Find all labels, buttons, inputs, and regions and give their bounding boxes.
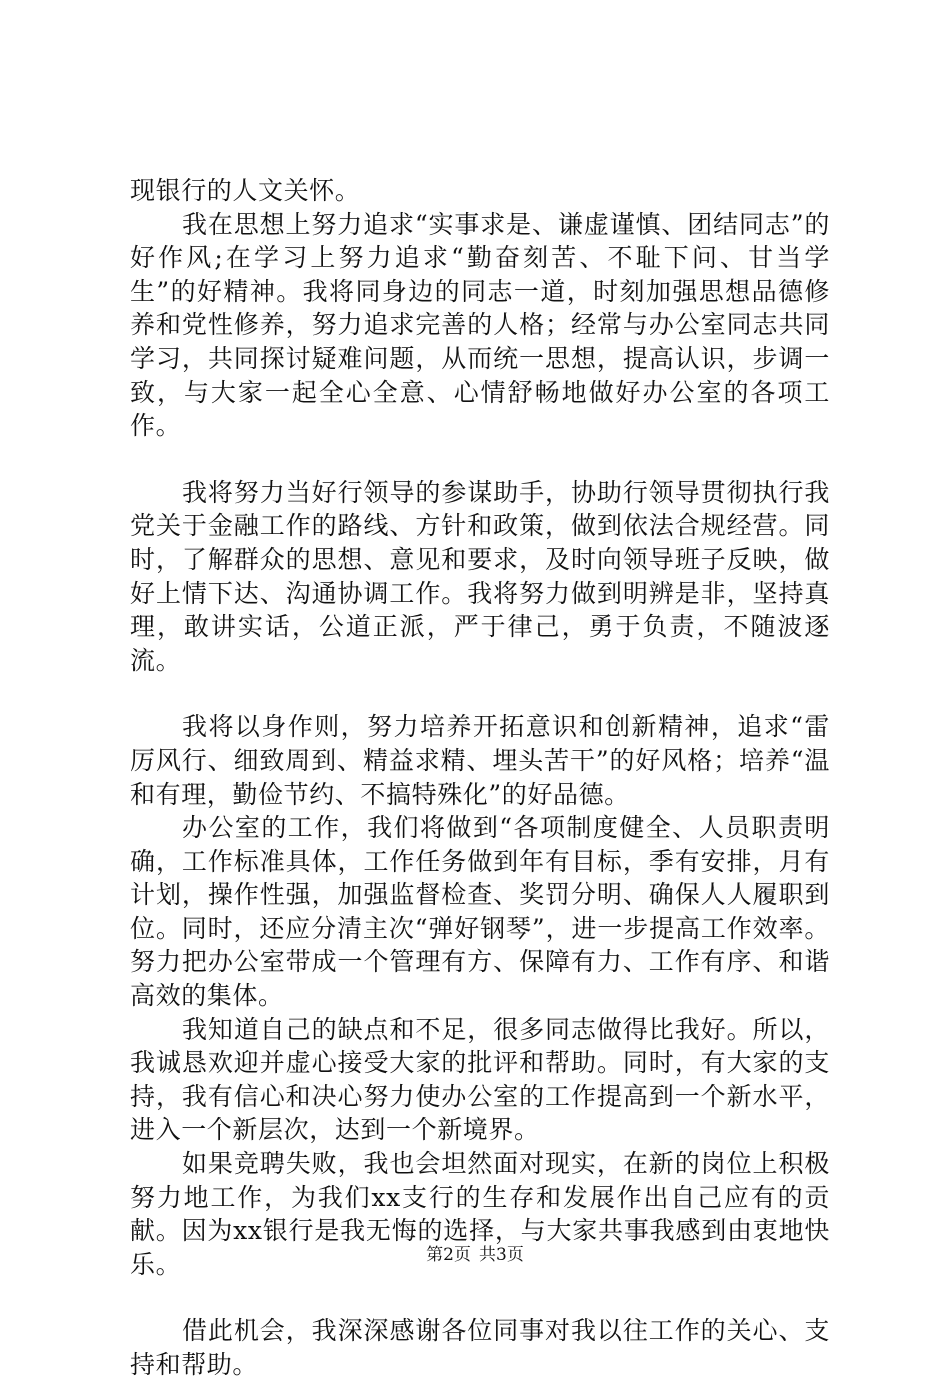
paragraph-8: 借此机会，我深深感谢各位同事对我以往工作的关心、支持和帮助。 [130,1316,830,1379]
paragraph-gap [130,677,830,710]
paragraph-2: 我在思想上努力追求“实事求是、谦虚谨慎、团结同志”的好作风;在学习上努力追求“勤奋刻苦、不耻下问、甘当学生”的好精神。我将同身边的同志一道，时刻加强思想品德修养和党性修养，努力追求完善的人格；经常与办公室同志共同学习，共同探讨疑难问题，从而统一思想，提高认识，步调一致，与大家一起全心全意、心情舒畅地做好办公室的各项工作。 [130,209,830,441]
paragraph-1: 现银行的人文关怀。 [130,176,361,205]
document-body [130,174,830,1382]
page-footer [0,1244,950,1266]
page-total: 共3页 [479,1245,524,1265]
paragraph-7: 如果竞聘失败，我也会坦然面对现实，在新的岗位上积极努力地工作，为我们xx支行的生存和发展作出自己应有的贡献。因为xx银行是我无悔的选择，与大家共事我感到由衷地快乐。 [130,1149,830,1279]
paragraph-5: 办公室的工作，我们将做到“各项制度健全、人员职责明确，工作标准具体，工作任务做到年有目标，季有安排，月有计划，操作性强，加强监督检查、奖罚分明、确保人人履职到位。同时，还应分清主次“弹好钢琴”，进一步提高工作效率。努力把办公室带成一个管理有方、保障有力、工作有序、和谐高效的集体。 [130,813,830,1011]
paragraph-3: 我将努力当好行领导的参谋助手，协助行领导贯彻执行我党关于金融工作的路线、方针和政策，做到依法合规经营。同时，了解群众的思想、意见和要求，及时向领导班子反映，做好上情下达、沟通协调工作。我将努力做到明辨是非，坚持真理，敢讲实话，公道正派，严于律己，勇于负责，不随波逐流。 [130,477,830,675]
paragraph-gap [130,1281,830,1314]
paragraph-4: 我将以身作则，努力培养开拓意识和创新精神，追求“雷厉风行、细致周到、精益求精、埋头苦干”的好风格；培养“温和有理，勤俭节约、不搞特殊化”的好品德。 [130,712,830,809]
page-number: 第2页 [426,1245,471,1265]
paragraph-gap [130,443,830,476]
paragraph-6: 我知道自己的缺点和不足，很多同志做得比我好。所以，我诚恳欢迎并虚心接受大家的批评和帮助。同时，有大家的支持，我有信心和决心努力使办公室的工作提高到一个新水平，进入一个新层次，达到一个新境界。 [130,1014,830,1145]
